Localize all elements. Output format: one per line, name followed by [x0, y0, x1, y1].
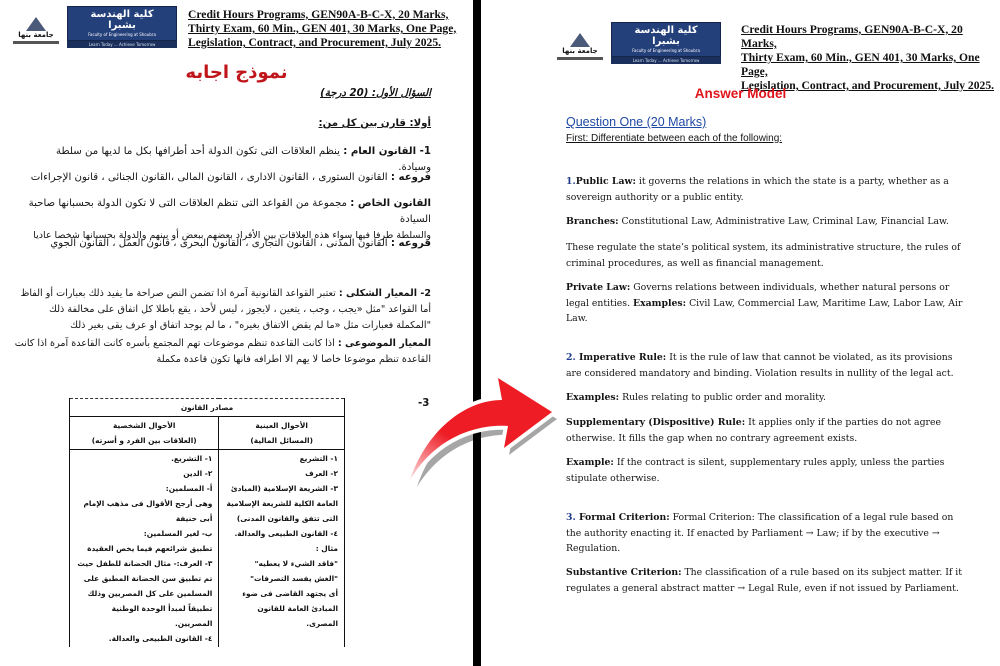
public-law-label: Public Law:: [575, 176, 636, 187]
item-3-formal-criterion: [566, 510, 966, 557]
public-law-text: it governs the relations in which the state is a party, whether as a sovereign authority or a public entity.: [566, 176, 949, 203]
curved-arrow-graphic: [400, 370, 560, 510]
arabic-public-law-text: ينظم العلاقات التى تكون الدولة أحد أطرافها بكل ما لديها من سلطة وسيادة.: [56, 146, 431, 173]
arabic-private-branches-text: القانون المدنى ، القانون التجارى ، القانون البحرى ، قانون العمل ، القانون الجوي: [50, 238, 388, 249]
table-cell-line: التى تتفق والقانون المدنى): [236, 514, 338, 523]
arabic-objective-line-1: اذا كانت القاعدة تنظم موضوعات تهم المجتمع بأسره كانت القاعدة آمرة اذا كانت: [14, 338, 335, 349]
course-header: [741, 23, 1000, 93]
arabic-formal-line-1: تعتبر القواعد القانونية آمرة اذا تضمن النص صراحة ما يفيد ذلك بعبارات أو الفاظ: [20, 288, 336, 299]
item-number-3: 3.: [566, 512, 576, 523]
course-line-3: Legislation, Contract, and Procurement, July 2025.: [741, 79, 995, 92]
column-subheading-real-status: (المسائل المالية): [250, 436, 313, 445]
private-law-examples-text: Civil Law, Commercial Law, Maritime Law, Labor Law, Air Law.: [566, 297, 963, 324]
course-line-2: Thirty Exam, 60 Min., GEN 401, 30 Marks, One Page,: [741, 51, 980, 78]
table-cell-line: أى يجتهد القاضى فى ضوء: [242, 589, 338, 598]
faculty-logo-slogan: Learn Today ... Achieve Tomorrow: [611, 57, 721, 64]
branches-label: Branches:: [566, 216, 619, 227]
table-caption-row: [70, 399, 345, 417]
faculty-logo-box: [611, 22, 721, 57]
table-header-row: [70, 417, 345, 450]
substantive-criterion-label: Substantive Criterion:: [566, 567, 682, 578]
supplementary-example-text: If the contract is silent, supplementary rules apply, unless the parties stipulate otherwise.: [566, 457, 945, 484]
table-cell-line: المبادئ العامة للقانون: [257, 604, 338, 613]
formal-criterion-label: Formal Criterion:: [575, 512, 670, 523]
course-header: [188, 8, 456, 50]
arabic-private-branches: [11, 236, 431, 252]
header-logos: [552, 22, 721, 64]
substantive-criterion-text: The classification of a rule based on its subject matter. If it regulates a general abstract matter → Legal Rule, even if not issued by Parliament.: [566, 567, 963, 594]
arabic-branches-text: القانون الستورى ، القانون الادارى ، القانون المالى ،القانون الجنائى ، قانون الإجراءات: [30, 172, 388, 183]
university-logo-underline: [557, 57, 603, 60]
private-law-examples-label: Examples:: [633, 297, 687, 309]
course-line-1: Credit Hours Programs, GEN90A-B-C-X, 20 Marks,: [188, 8, 449, 21]
imperative-examples: [566, 390, 966, 406]
table-cell-line: العامة الكلية للشريعة الإسلامية: [226, 499, 338, 508]
table-column-header: [70, 417, 219, 450]
public-law-branches: [566, 214, 966, 230]
table-cell-line: أ- المسلمين:: [165, 484, 213, 493]
column-heading-personal-status: الأحوال الشخصية: [112, 421, 176, 430]
table-cell-line: ٣- العرف:- مثال الحضانة للطفل حيث: [77, 559, 213, 568]
arabic-page-title: نموذج اجابه: [185, 62, 288, 83]
item-1-public-law: [566, 174, 966, 205]
arabic-public-law-label: 1- القانون العام :: [343, 146, 431, 157]
imperative-rule-label: Imperative Rule:: [575, 352, 667, 363]
university-logo-underline: [13, 41, 59, 44]
table-cell-line: مثال :: [315, 544, 338, 553]
arabic-formal-line-3: "المكملة فعبارات مثل «ما لم يقض الاتفاق بغيره" ، ما لم يوجد اتفاق او عرف يقى بغير ذلك: [70, 320, 431, 331]
table-cell-line: ١- التشريع.: [171, 454, 213, 463]
table-cell-line: المصرى.: [306, 619, 338, 628]
table-cell-line: ٤- القانون الطبيعى والعدالة.: [234, 529, 338, 538]
supplementary-rule-text: It applies only if the parties do not agree otherwise. It fills the gap when no contrary agreement exists.: [566, 417, 941, 444]
faculty-logo-english: Faculty of Engineering at Shoubra: [88, 32, 156, 37]
university-logo: [8, 6, 64, 44]
table-cell-line: وهى أرجح الأقوال فى مذهب الإمام: [83, 499, 213, 508]
table-body-row: [70, 450, 345, 648]
course-line-3: Legislation, Contract, and Procurement, July 2025.: [188, 36, 442, 49]
private-law-label: Private Law:: [566, 282, 631, 293]
table-cell-line: ٢- الدين: [183, 469, 213, 478]
english-page: [481, 0, 1000, 666]
faculty-logo-slogan: Learn Today ... Achieve Tomorrow: [67, 41, 177, 48]
arabic-page: [0, 0, 473, 666]
table-cell-line: "فاقد الشيء لا يعطيه": [254, 559, 338, 568]
course-line-1: Credit Hours Programs, GEN90A-B-C-X, 20 Marks,: [741, 23, 963, 50]
english-page-title: Answer Model: [694, 86, 787, 101]
arabic-objective-label: المعيار الموضوعى :: [337, 338, 431, 349]
table-cell-line: تطبيقاً لمبدأ الوحدة الوطنية: [111, 604, 213, 613]
faculty-logo-arabic-2: بشبرا: [108, 19, 136, 31]
faculty-logo-english: Faculty of Engineering at Shoubra: [632, 48, 700, 53]
first-differentiate-heading: First: Differentiate between each of the following:: [566, 132, 783, 144]
private-law: [566, 280, 966, 327]
arabic-item-2: [1, 286, 431, 334]
course-line-2: Thirty Exam, 60 Min., GEN 401, 30 Marks, One Page,: [188, 22, 457, 35]
public-law-regulation-text: These regulate the state’s political system, its administrative structure, the rules of criminal procedures, as well as financial management.: [566, 242, 961, 269]
table-cell-line: ب- لغير المسلمين:: [143, 529, 213, 538]
table-cell-line: "الغش يفسد التصرفات": [250, 574, 338, 583]
item-number-2: 2.: [566, 352, 576, 363]
table-cell-line: ٢- العرف: [305, 469, 338, 478]
arabic-objective-line-2: القاعدة تنظم موضوعا خاصا لا يهم الا اطرافه فانها تكون قاعدة مكملة: [156, 354, 431, 365]
question-one-heading-block: [566, 115, 966, 146]
column-subheading-personal-status: (العلاقات بين الفرد و أسرته): [91, 436, 197, 445]
arabic-private-branches-label: فروعه :: [390, 238, 431, 249]
table-cell-line: المسلمين على كل المصريين وذلك: [87, 589, 213, 598]
arabic-first-heading: أولا: قارن بين كل من:: [318, 118, 431, 129]
supplementary-rule: [566, 415, 966, 446]
item-number-1: 1.: [566, 176, 576, 187]
imperative-examples-label: Examples:: [566, 392, 620, 403]
arabic-item-3-label: -3: [418, 398, 430, 409]
arabic-formal-criterion-label: 2- المعيار الشكلى :: [338, 288, 431, 299]
arabic-private-law-line-1: مجموعة من القواعد التى تنظم العلاقات التى لا تكون الدولة بحسبانها صاحبة السيادة: [28, 198, 431, 225]
substantive-criterion: [566, 565, 966, 596]
supplementary-rule-label: Supplementary (Dispositive) Rule:: [566, 417, 746, 428]
item-2-imperative-rule: [566, 350, 966, 381]
red-arrow-icon: [400, 370, 560, 510]
faculty-logo-arabic-1: كلية الهندسة: [90, 9, 154, 20]
faculty-logo: [67, 6, 177, 48]
table-cell-personal-status: [70, 450, 219, 648]
sources-of-law-table: [69, 398, 345, 647]
faculty-logo-box: [67, 6, 177, 41]
university-emblem-icon: [26, 17, 46, 31]
faculty-logo-arabic-1: كلية الهندسة: [634, 25, 698, 36]
formal-criterion-text: Formal Criterion: The classification of a legal rule based on the authority enacting it. If enacted by Parliament → Law; if by the executive → Regulation.: [566, 512, 954, 554]
header-logos: [8, 6, 177, 48]
arabic-question-heading: السؤال الأول: (20 درجة): [320, 88, 431, 99]
table-cell-line: المصريين.: [174, 619, 213, 628]
supplementary-example: [566, 455, 966, 486]
university-logo: [552, 22, 608, 60]
faculty-logo: [611, 22, 721, 64]
supplementary-example-label: Example:: [566, 457, 614, 468]
column-heading-real-status: الأحوال العينية: [255, 421, 308, 430]
private-law-text: Governs relations between individuals, whether natural persons or legal entities.: [566, 282, 950, 309]
question-one-heading: Question One (20 Marks): [566, 115, 707, 129]
arabic-branches-label: فروعه :: [390, 172, 431, 183]
faculty-logo-arabic-2: بشبرا: [652, 35, 680, 47]
university-emblem-icon: [570, 33, 590, 47]
arabic-private-law-line-2: والسلطة طرفا فيها سواء هذه العلاقات بين الأفراد بعضهم ببعض أو بينهم والدولة بحسبانها شخصا عاديا: [33, 230, 431, 241]
arabic-formal-line-2: أما القواعد "مثل «يجب ، وجب ، يتعين ، لايجوز ، ليس لأحد ، يقع باطلا كل اتفاق على مخالفة ذلك: [49, 304, 431, 315]
table-cell-line: تطبيق شرائعهم فيما يخص العقيدة: [87, 544, 213, 553]
arabic-private-law-label: القانون الخاص :: [350, 198, 431, 209]
table-cell-line: أبى حنيفة: [175, 514, 213, 523]
arabic-objective-criterion: [1, 336, 431, 368]
table-caption: مصادر القانون: [70, 399, 345, 417]
table-cell-real-status: [219, 450, 345, 648]
university-logo-text: جامعة بنها: [18, 31, 54, 39]
table-cell-line: ٤- القانون الطبيعى والعدالة.: [108, 634, 213, 643]
table-cell-line: ١- التشريع: [299, 454, 338, 463]
table-column-header: [219, 417, 345, 450]
page-divider: [473, 0, 481, 666]
table-cell-line: ٣- الشريعة الإسلامية (المبادئ: [230, 484, 338, 493]
branches-text: Constitutional Law, Administrative Law, Criminal Law, Financial Law.: [618, 216, 949, 227]
university-logo-text: جامعة بنها: [562, 47, 598, 55]
table-cell-line: تم تطبيق سن الحضانة المطبق على: [83, 574, 213, 583]
arabic-public-branches: [11, 170, 431, 186]
imperative-rule-text: It is the rule of law that cannot be violated, as its provisions are considered mandatory and binding. Violation results in nullity of the legal act.: [566, 352, 954, 379]
imperative-examples-text: Rules relating to public order and morality.: [619, 392, 826, 403]
